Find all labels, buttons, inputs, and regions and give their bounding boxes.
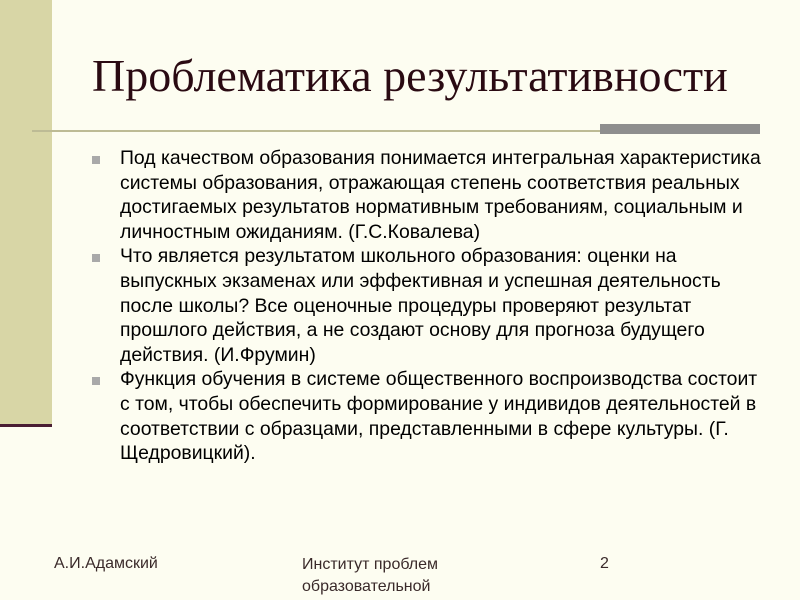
bullet-square-icon [92, 156, 100, 164]
page-number: 2 [600, 555, 609, 572]
bullet-item [92, 146, 764, 244]
slide-title: Проблематика результативности [92, 50, 728, 101]
footer-institute [302, 554, 522, 598]
bullet-square-icon [92, 377, 100, 385]
bullet-list [92, 146, 764, 466]
title-divider-accent [600, 124, 760, 134]
footer-institute-line: образовательной [302, 578, 431, 595]
bullet-item [92, 244, 764, 367]
bullet-text: Что является результатом школьного образования: оценки на выпускных экзаменах или эффективная и успешная деятельность после школы? Все оценочные процедуры проверяют результат прошлого действия, а не создают основу для прогноза будущего действия. (И.Фрумин) [120, 245, 721, 366]
footer-institute-line: Институт проблем [302, 556, 439, 573]
bullet-text: Под качеством образования понимается интегральная характеристика системы образования, отражающая степень соответствия реальных достигаемых результатов нормативным требованиям, социальным и личностным ожиданиям. (Г.С.Ковалева) [120, 147, 761, 243]
bullet-item [92, 367, 764, 465]
bullet-square-icon [92, 254, 100, 262]
sidebar-band [0, 0, 52, 426]
sidebar-accent-line [0, 424, 52, 427]
bullet-text: Функция обучения в системе общественного воспроизводства состоит с том, чтобы обеспечить формирование у индивидов деятельностей в соответствии с образцами, представленными в сфере культуры. (Г. Щедровицкий). [120, 368, 758, 465]
footer-author: А.И.Адамский [54, 555, 158, 572]
